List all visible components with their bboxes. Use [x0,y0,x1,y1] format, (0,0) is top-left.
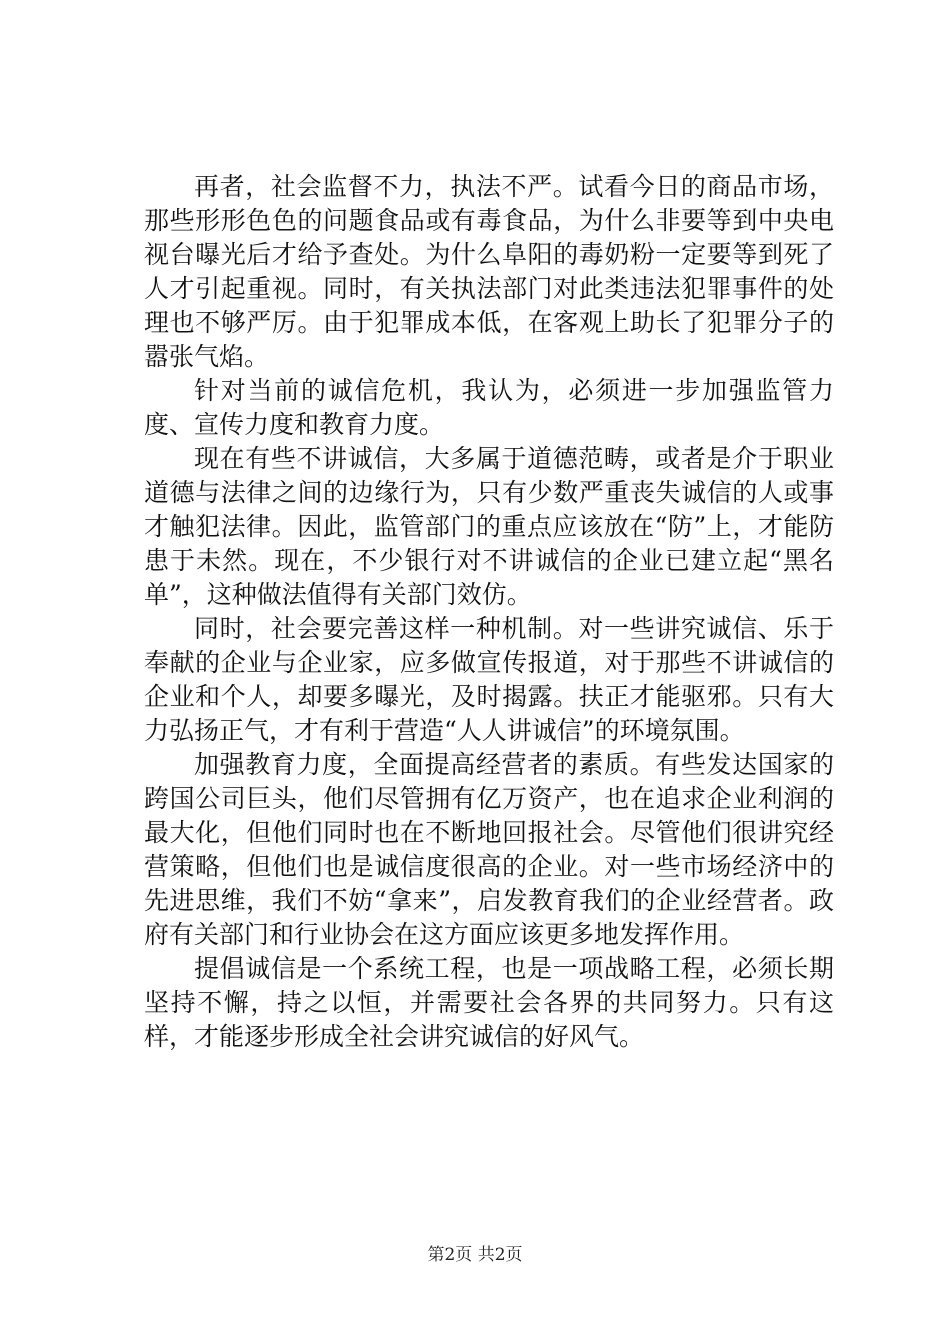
paragraph-4: 同时，社会要完善这样一种机制。对一些讲究诚信、乐于奉献的企业与企业家，应多做宣传报道，对于那些不讲诚信的企业和个人，却要多曝光，及时揭露。扶正才能驱邪。只有大力弘扬正气，才有利于营造“人人讲诚信”的环境氛围。 [144,614,834,745]
paragraph-1: 再者，社会监督不力，执法不严。试看今日的商品市场，那些形形色色的问题食品或有毒食品，为什么非要等到中央电视台曝光后才给予查处。为什么阜阳的毒奶粉一定要等到死了人才引起重视。同时，有关执法部门对此类违法犯罪事件的处理也不够严厉。由于犯罪成本低，在客观上助长了犯罪分子的嚣张气焰。 [144,172,834,371]
paragraph-5: 加强教育力度，全面提高经营者的素质。有些发达国家的跨国公司巨头，他们尽管拥有亿万资产，也在追求企业利润的最大化，但他们同时也在不断地回报社会。尽管他们很讲究经营策略，但他们也是诚信度很高的企业。对一些市场经济中的先进思维，我们不妨“拿来”，启发教育我们的企业经营者。政府有关部门和行业协会在这方面应该更多地发挥作用。 [144,750,834,949]
document-body [144,170,834,1054]
paragraph-2: 针对当前的诚信危机，我认为，必须进一步加强监管力度、宣传力度和教育力度。 [144,376,834,439]
paragraph-6: 提倡诚信是一个系统工程，也是一项战略工程，必须长期坚持不懈，持之以恒，并需要社会各界的共同努力。只有这样，才能逐步形成全社会讲究诚信的好风气。 [144,954,834,1051]
page-footer: 第2页 共2页 [427,1245,523,1265]
paragraph-3: 现在有些不讲诚信，大多属于道德范畴，或者是介于职业道德与法律之间的边缘行为，只有少数严重丧失诚信的人或事才触犯法律。因此，监管部门的重点应该放在“防”上，才能防患于未然。现在，不少银行对不讲诚信的企业已建立起“黑名单”，这种做法值得有关部门效仿。 [144,444,834,609]
